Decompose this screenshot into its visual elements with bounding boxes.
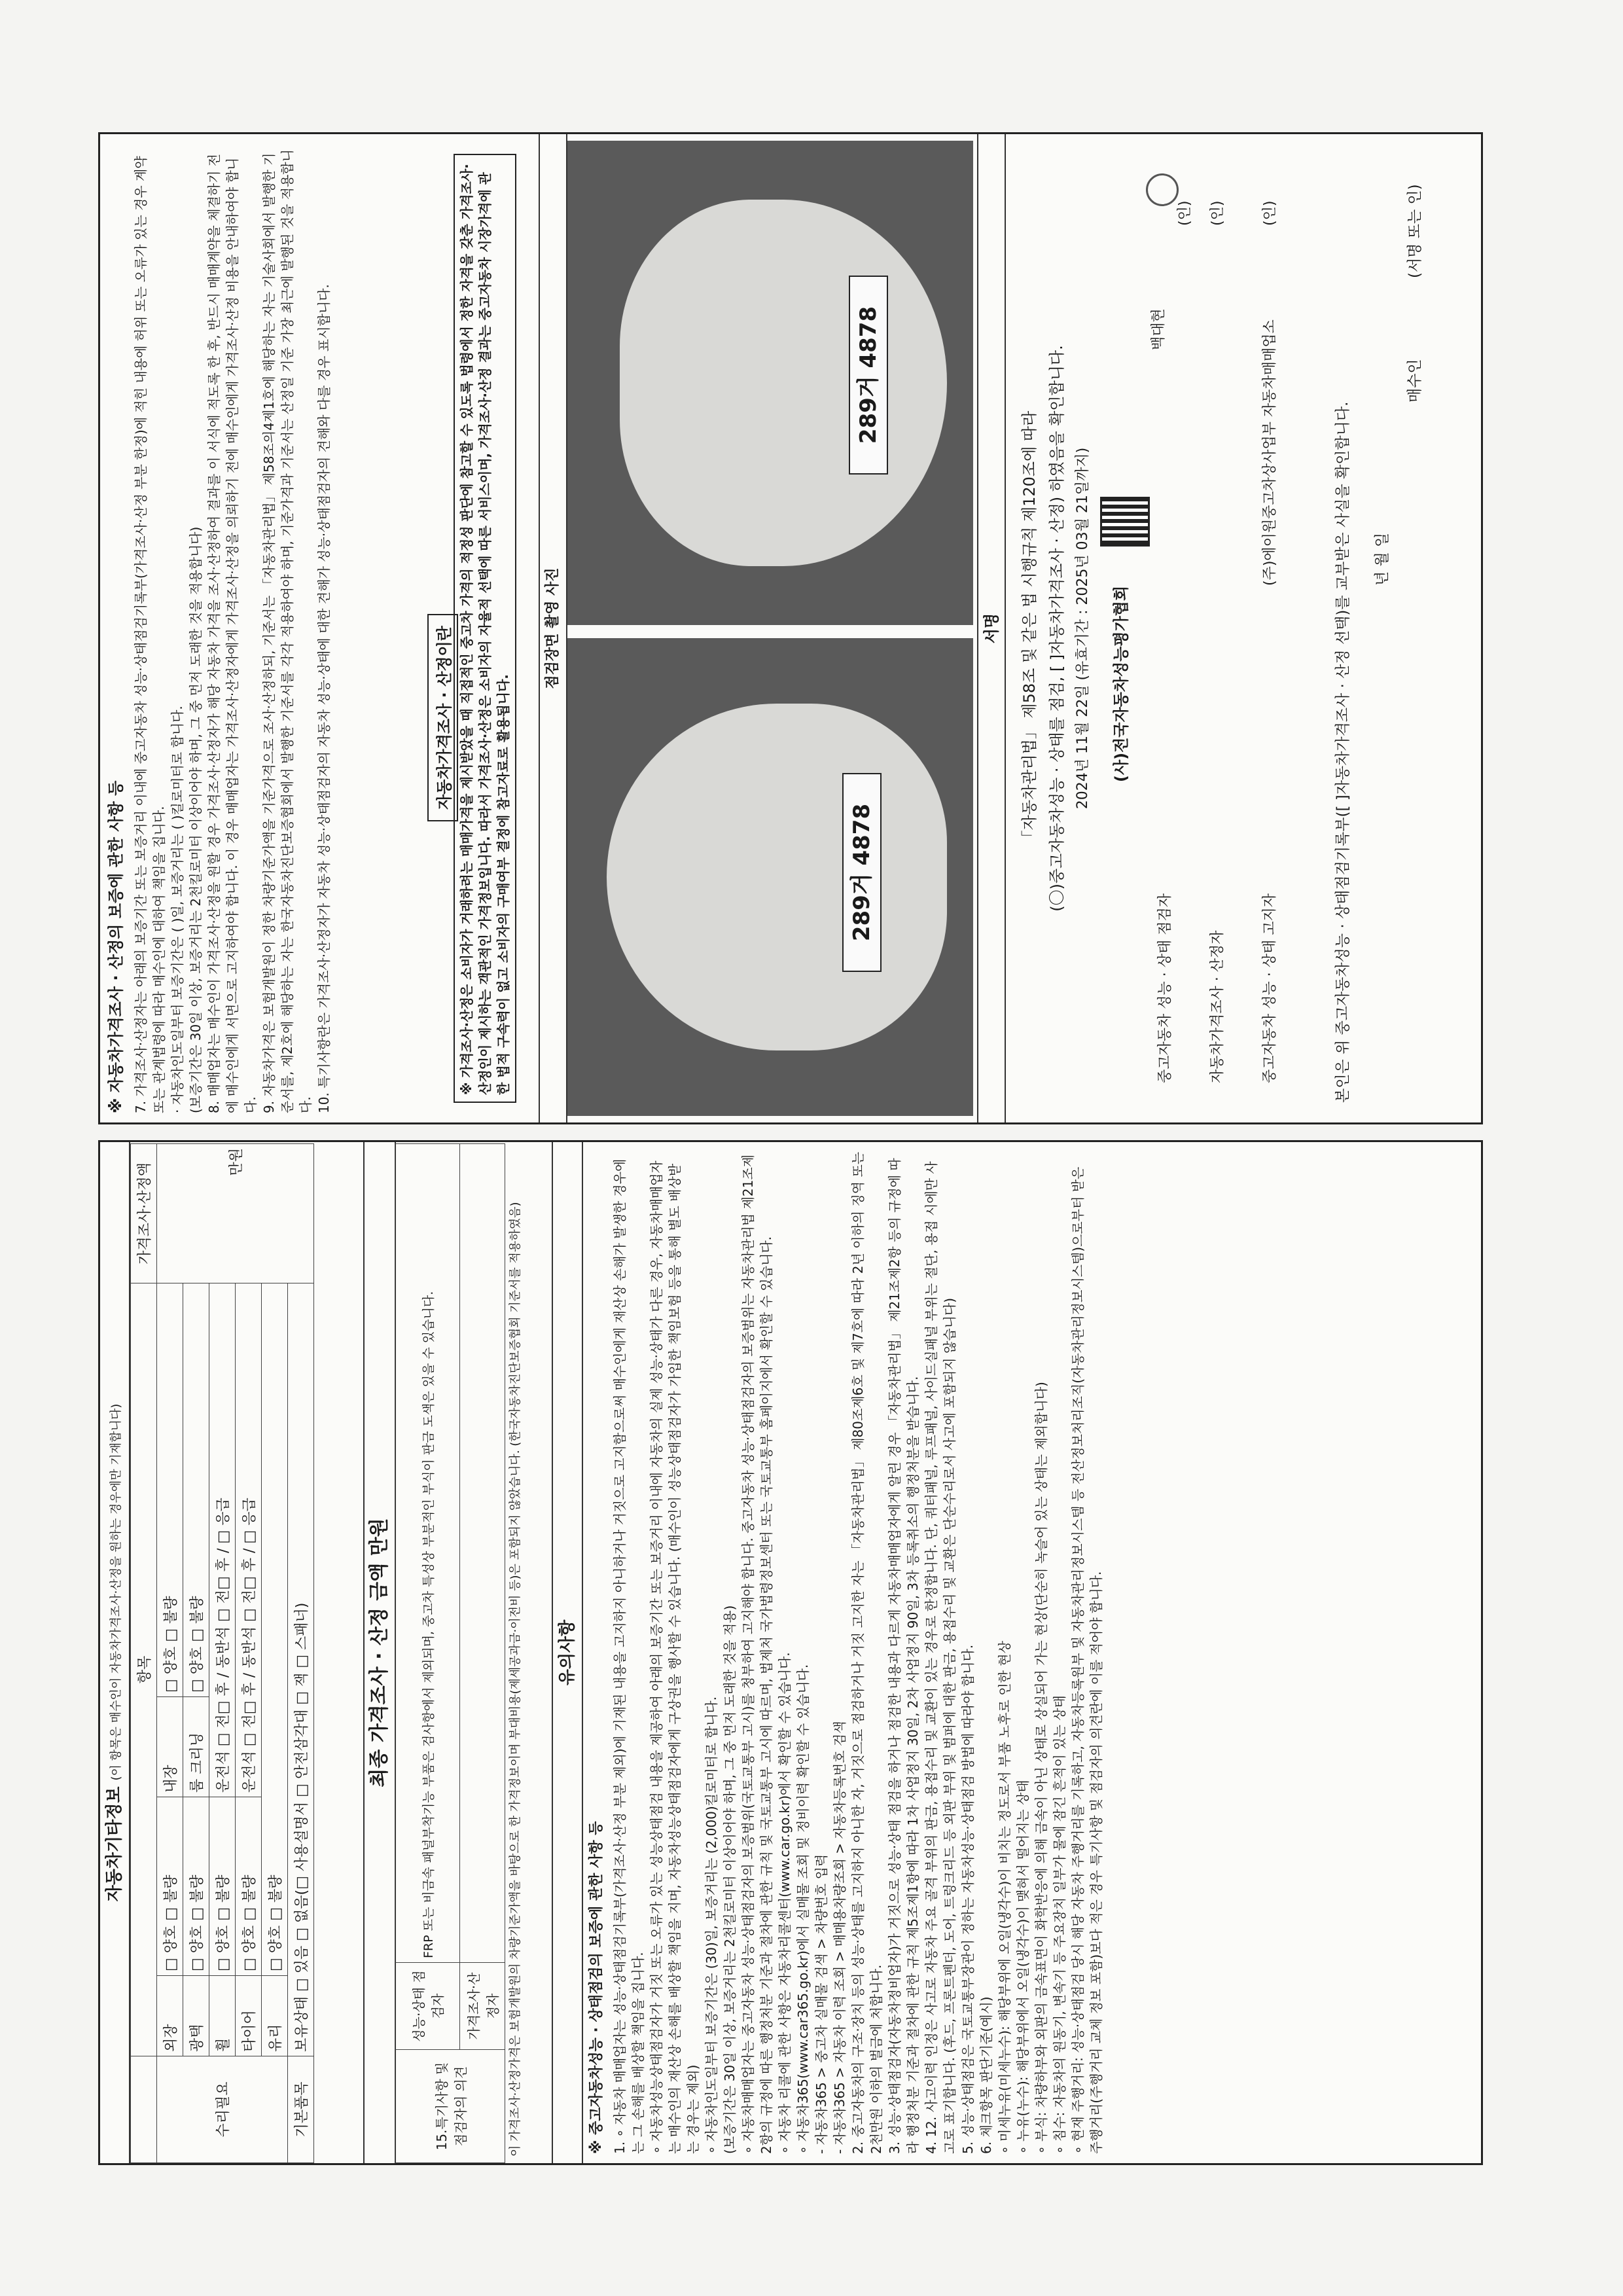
price-warranty-title: ※ 자동차가격조사 · 산정의 보증에 관한 사항 등 <box>107 780 125 1113</box>
row-tire-options[interactable]: □ 양호 □ 불량 <box>236 1797 262 1976</box>
front-photo <box>567 638 973 1116</box>
warranty-item: 7. 가격조사·산정자는 아래의 보증기간 또는 보증거리 이내에 중고자동차 성능·상태점검기록부(가격조사·산정 부분 한정)에 적힌 내용에 허위 또는 오류가 있는 경우 계약 또는 관계법령에 따라 매수인에 대하여 책임을 집니다. <box>133 156 167 1113</box>
car-rear-body <box>620 200 947 566</box>
row-glass-options[interactable]: □ 양호 □ 불량 <box>262 1283 288 1976</box>
inspector-stamp-icon <box>1146 173 1179 206</box>
notifier-seal: (인) <box>1262 200 1278 226</box>
note-item: ∘ 침수: 자동차의 원동기, 변속기 등 주요장치 일부가 물에 잠긴 흔적이 있는 상태 <box>1052 1695 1067 2154</box>
final-price-row: 최종 가격조사 · 산정 금액 만원 <box>363 1142 396 2163</box>
rear-photo <box>567 141 973 625</box>
row-interior-options[interactable]: □ 양호 □ 불량 <box>157 1283 183 1697</box>
remarks-table <box>395 1143 505 2163</box>
items-header: 항목 <box>131 1283 157 2056</box>
basic-items-label: 기본품목 <box>288 2056 314 2163</box>
warranty-item: 10. 특기사항란은 가격조사·산정자가 자동차 성능·상태점검자의 자동차 성능·상태에 대한 견해가 성능·상태점검자의 견해와 다를 경우 표시합니다. <box>316 284 332 1113</box>
photo-title: 점검장면 촬영 사진 <box>539 134 567 1122</box>
other-info-header <box>100 1142 130 2163</box>
row-room-cleaning-options[interactable]: □ 양호 □ 불량 <box>183 1283 209 1697</box>
section15-label: 15.특기사항 및 점검자의 의견 <box>395 2050 505 2163</box>
warranty-item: 8. 매매업자는 매수인이 가격조사·산정을 원할 경우 가격조사·산정자가 해당 자동차 가격을 조사·산정하여 결과를 이 서식에 적도록 한 후, 반드시 매매계약을 체결하기 전에 매수인에게 서면으로 고지하여야 합니다. 이 경우 매매업자는 가격조사·산정자에게 가격조사·산정을 의뢰하기 전에 매수인에게 가격조사·산정 비용을 안내하여야 합니다. <box>206 153 259 1113</box>
row-tire-positions[interactable]: 운전석 □ 전□ 후 / 동반석 □ 전□ 후 / □ 응급 <box>236 1283 262 1797</box>
left-panel <box>98 1140 1483 2165</box>
note-item: ∘ 부식: 차량하부와 외판의 금속표면이 화학반응에 의해 금속이 아닌 상태로 상실되어 가는 현상(단순히 녹슬어 있는 상태는 제외합니다) <box>1033 1382 1049 2154</box>
rear-plate: 289거 4878 <box>849 276 888 475</box>
note-item: (보증기간은 30일 이상, 보증거리는 2천킬로미터 이상이어야 하며, 그 중 먼저 도래한 것을 적용) <box>722 1605 738 2154</box>
row-exterior-options[interactable]: □ 양호 □ 불량 <box>157 1797 183 1976</box>
front-plate: 289거 4878 <box>842 773 882 972</box>
org-name: (사)전국자동차성능평가협회 <box>1112 585 1130 782</box>
note-item: ∘ 자동차인도일부터 보증기간은 (30)일, 보증거리는 (2,000)킬로미터로 합니다. <box>704 1696 719 2154</box>
row-wheel-positions[interactable]: 운전석 □ 전□ 후 / 동반석 □ 전□ 후 / □ 응급 <box>209 1283 236 1797</box>
row-wheel-label: 휠 <box>209 1976 236 2056</box>
basic-items-row[interactable]: 보유상태 □ 있음 □ 없음(□ 사용설명서 □ 안전삼각대 □ 잭 □ 스패너) <box>288 1283 314 2056</box>
row-interior-label: 내장 <box>157 1697 183 1797</box>
notice-title: 자동차가격조사 · 산정이란 <box>427 614 458 821</box>
note-item: 4. 12. 사고이력 인정은 사고로 자동차 주요 골격 부위의 판금, 용접수리 및 교환이 있는 경우로 한정합니다. 단, 쿼터패널, 루프패널, 사이드실패널 부위는 절단, 용접 시에만 사고로 표기합니다. (후드, 프론트펜더, 도어, 트렁크리드 등 외판 부위 및 범퍼에 대한 판금, 용접수리 및 교환은 단순수리로서 사고에 포함되지 않습니다) <box>923 1161 957 2154</box>
notifier-name: (주)에이원중고차상사업부 자동차매매업소 <box>1262 319 1278 586</box>
price-appraiser-sign-label: 자동차가격조사 · 산정자 <box>1209 930 1226 1083</box>
row-gloss-label: 광택 <box>183 1976 209 2056</box>
note-item: 3. 성능·상태점검자(자동차정비업자)가 거짓으로 성능·상태 점검을 하거나 점검한 내용과 다르게 자동차매매업자에게 알린 경우 「자동차관리법」 제21조제2항 등의 규정에 따라 행정처분 기준과 절차에 관한 규칙 제5조제1항에 따라 1차 사업정지 30일, 2차 사업정지 90일, 3차 등록취소의 행정처분을 받습니다. <box>887 1158 921 2154</box>
price-unit: 만원 <box>157 1144 314 1283</box>
notes-subtitle: ※ 중고자동차성능 · 상태점검의 보증에 관한 사항 등 <box>588 1821 605 2154</box>
warranty-item: 9. 자동차가격은 보험개발원이 정한 차량기준가액을 기준가격으로 조사·산정하되, 기준서는 「자동차관리법」 제58조의4제1호에 해당하는 자는 기술사회에서 발행한 기준서를, 제2호에 해당하는 자는 한국자동차진단보증협회에서 발행한 기준서를 각각 적용하여야 하며, 기준가격과 기준서는 산정일 기준 가장 최근에 발행된 것을 적용합니다. <box>261 149 313 1113</box>
price-header: 가격조사·산정액 <box>131 1144 157 1283</box>
status-inspector-label: 성능·상태 점검자 <box>395 1963 460 2050</box>
note-item: 1. ∘ 자동차 매매업자는 성능·상태점검기록부(가격조사·산정 부분 제외)에 기재된 내용을 고지하지 아니하거나 거짓으로 고지함으로써 매수인에게 재산상 손해가 발생한 경우에는 그 손해를 배상할 책임을 집니다. <box>612 1158 646 2154</box>
inspector-label: 중고자동차 성능 · 상태 점검자 <box>1157 893 1173 1083</box>
footer-note: 이 가격조사·산정가격은 보험개발원의 차량기준가액을 바탕으로 한 가격정보이며 부대비용(제세공과금·이전비 등)은 포함되지 않았습니다. (한국자동차진단보증협회 기준서를 적용하였음) <box>508 1202 522 2157</box>
price-warranty-items <box>132 143 333 1113</box>
row-glass-label: 유리 <box>262 1976 288 2056</box>
row-wheel-options[interactable]: □ 양호 □ 불량 <box>209 1797 236 1976</box>
sign-date: 2024년 11월 22일 (유효기간 : 2025년 03월 21일까지) <box>1075 447 1091 810</box>
sign-check: (〇)중고자동차성능 · 상태를 점검, [ ]자동차가격조사 · 산정) 하였음을 확인합니다. <box>1048 345 1066 912</box>
inspector-seal: (인) <box>1177 200 1193 226</box>
note-item: ∘ 자동차 리콜에 관한 사항은 자동차리콜센터(www.car.go.kr)에서 확인할 수 있습니다. <box>777 1652 793 2154</box>
notes-title: 유의사항 <box>552 1142 583 2163</box>
buyer-sign[interactable]: (서명 또는 인) <box>1406 184 1423 278</box>
price-appraiser-seal: (인) <box>1209 200 1226 226</box>
repair-needed-label: 수리필요 <box>157 2056 288 2163</box>
frp-note: FRP 또는 비금속 패널부착기능 부품은 검사항에서 제외되며, 중고차 특성상 부분적인 부식이 판금 도색은 있을 수 있습니다. <box>395 1144 460 1963</box>
notifier-label: 중고자동차 성능 · 상태 고지자 <box>1262 893 1278 1083</box>
note-item: 6. 체크항목 판단기준(예시) <box>978 1996 994 2154</box>
date-line: 년 월 일 <box>1374 532 1391 586</box>
sign-law: 「자동차관리법」 제58조 및 같은 법 시행규칙 제120조에 따라 <box>1020 410 1039 846</box>
other-info-title: 자동차기타정보 <box>105 1786 124 1902</box>
other-info-table <box>130 1143 314 2163</box>
notes-list <box>611 1151 1105 2154</box>
buyer-label: 매수인 <box>1406 359 1423 403</box>
note-item: ∘ 자동차365(www.car365.go.kr)에서 실매물 조회 및 정비이력 확인할 수 있습니다. <box>795 1664 811 2154</box>
note-item: - 자동차365 > 자동차 이력 조회 > 매매용차량조회 > 자동차등록번호 검색 <box>832 1721 847 2154</box>
note-item: ∘ 자동차매매업자는 중고자동차 성능·상태점검자의 보증범위(국토교통부 고시)를 청부하여 고지해야 합니다. 중고자동차 성능·상태점검자의 보증범위는 자동차관리법 제21조제2항의 규정에 따른 행정처분 기준과 절차에 관한 규칙 및 국토교통부 고시에 따르며, 법제처 국가법령정보센터 또는 국토교통부 홈페이지에서 확인할 수 있습니다. <box>740 1154 774 2154</box>
note-item: 2. 중고자동차의 구조·장치 등의 성능·상태를 고지하지 아니한 자, 거짓으로 점검하거나 거짓 고지한 자는 「자동차관리법」 제80조제6호 및 제7호에 따라 2년 이하의 징역 또는 2천만원 이하의 벌금에 처합니다. <box>850 1151 884 2154</box>
right-panel <box>98 132 1483 1124</box>
row-tire-label: 타이어 <box>236 1976 262 2056</box>
price-appraiser-opinion <box>460 1144 505 1963</box>
note-item: - 자동차365 > 중고차 실매물 검색 > 차량번호 입력 <box>813 1854 829 2154</box>
warranty-item: · 자동차인도일부터 보증기간은 ( )일, 보증거리는 ( )킬로미터로 합니다. <box>169 706 185 1113</box>
warranty-item: (보증기간은 30일 이상, 보증거리는 2천킬로미터 이상이어야 하며, 그 중 먼저 도래한 것을 적용합니다) <box>188 526 204 1113</box>
note-item: ∘ 현재 주행거리: 성능·상태점검 당시 해당 자동차 주행거리를 기록하고, 자동차등록원부 및 자동차관리정보시스템 등 전산정보처리조직(자동차관리정보시스템)으로부터 받은 주행거리(주행거리 교체 정보 포함)보다 적은 경우 특기사항 및 점검자의 의견란에 이를 적어야 합니다. <box>1070 1166 1104 2154</box>
note-item: ∘ 미세누유(미세누수): 해당부위에 오일(냉각수)이 비치는 정도로서 부품 노후로 인한 현상 <box>997 1641 1012 2154</box>
row-gloss-options[interactable]: □ 양호 □ 불량 <box>183 1797 209 1976</box>
notice-text: ※ 가격조사·산정은 소비자가 거래하려는 매매가격을 제시받았을 때 직접적인 중고차 가격의 적정성 판단에 참고할 수 있도록 법령에서 정한 자격을 갖춘 가격조사·산정인이 제시하는 객관적인 가격정보입니다. 따라서 가격조사·산정은 소비자의 자율적 선택에 따른 서비스이며, 가격조사·산정 결과는 중고자동차 시장가격에 관한 법적 구속력이 없고 소비자의 구매여부 결정에 참고자료로 활용됩니다. <box>454 154 516 1103</box>
note-item: 5. 성능·상태점검은 국토교통부장관이 정하는 자동차성능·상태점검 방법에 따라야 합니다. <box>960 1644 976 2154</box>
price-appraiser-label: 가격조사·산정자 <box>460 1963 505 2050</box>
qr-code-icon <box>1100 497 1150 547</box>
inspector-name: 백대현 <box>1150 308 1167 350</box>
buyer-confirm-text: 본인은 위 중고자동차성능 · 상태점검기록부([ ]자동차가격조사 · 산정 선택)를 교부받은 사실을 확인합니다. <box>1334 401 1351 1103</box>
other-info-note: (이 항목은 매수인이 자동차가격조사·산정을 원하는 경우에만 기재합니다) <box>109 1403 123 1781</box>
car-front-body <box>607 704 947 1050</box>
row-room-cleaning-label: 룸 크리닝 <box>183 1697 209 1797</box>
note-item: ∘ 누유(누수): 해당부위에서 오일(냉각수)이 맺혀서 떨어지는 상태 <box>1015 1780 1031 2154</box>
note-item: ∘ 자동차성능상태점검자가 거짓 또는 오류가 있는 성능상태점검 내용을 제공하여 아래의 보증기간 또는 보증거리 이내에 자동차의 실제 성능·상태가 다른 경우, 자동차매매업자는 매수인의 재산상 손해를 배상할 책임을 지며, 자동차성능상태점검자에게 구상권을 행사할 수 있습니다. (매수인이 성능상태점검자가 가입한 책임보험 등을 통해 별도 배상받는 경우는 제외) <box>649 1160 701 2154</box>
sign-title: 서명 <box>977 134 1006 1122</box>
row-exterior-label: 외장 <box>157 1976 183 2056</box>
